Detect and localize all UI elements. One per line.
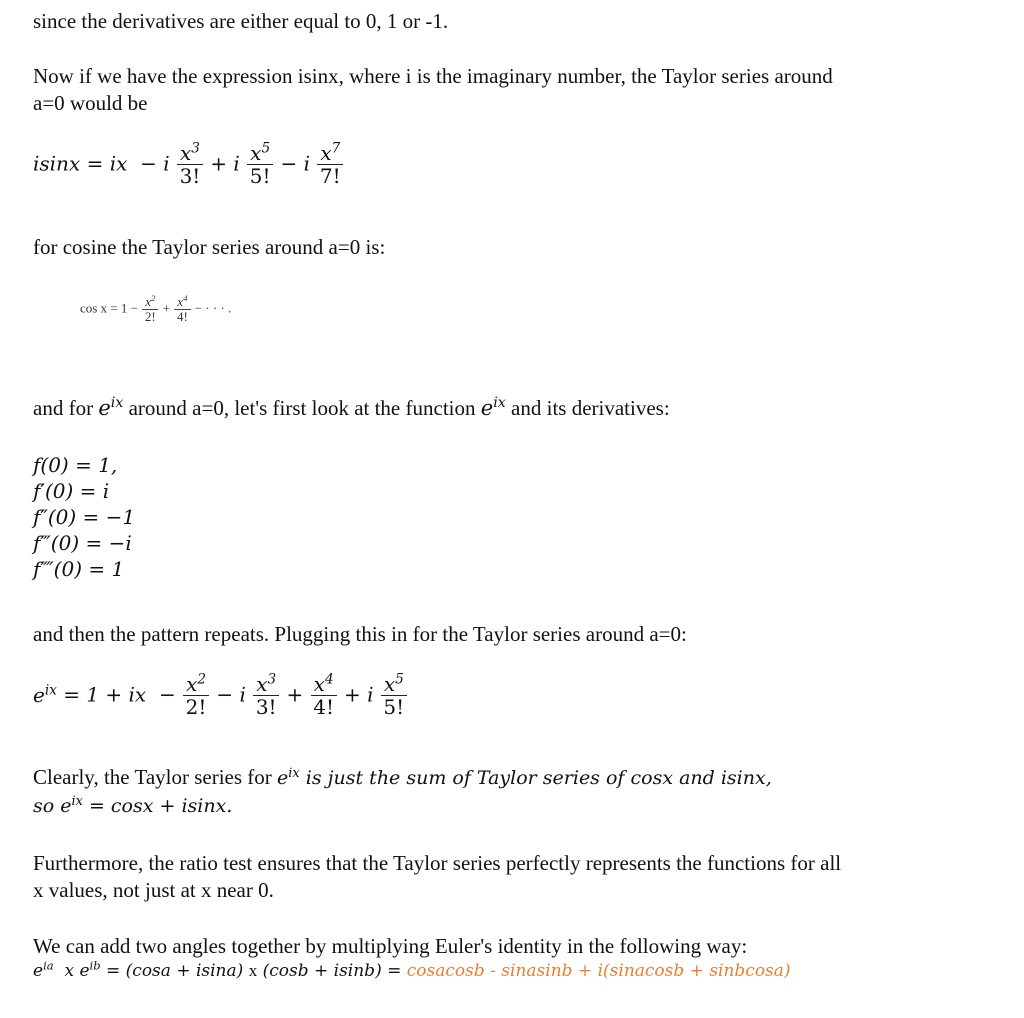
eix-op4: + i xyxy=(343,682,374,707)
isinx-equation xyxy=(33,140,344,188)
paragraph-clearly-line2 xyxy=(33,795,232,817)
e-ix-expression: $e^{ix}$ xyxy=(60,793,83,817)
derivative-f3: f‴(0) = −i xyxy=(33,531,132,555)
eix-eq: = 1 + ix xyxy=(63,682,147,707)
paragraph-isinx-intro-line1: Now if we have the expression isinx, where i is the imaginary number, the Taylor series around xyxy=(33,64,833,88)
eix-series-equation xyxy=(33,671,408,719)
text-segment: is just the sum of Taylor series of cosx and isinx, xyxy=(299,767,772,789)
eix-op3: + xyxy=(286,682,304,707)
e-ix-expression: $e^{ix}$ xyxy=(277,765,300,789)
derivative-f1: f′(0) = i xyxy=(33,479,110,503)
isinx-op1: − i xyxy=(140,151,170,176)
text-segment: and its derivatives: xyxy=(505,396,670,420)
fraction-x7-over-7: $\frac{x^7}{7!}$ xyxy=(317,143,343,187)
fraction-x2-over-2: $\frac{x^2}{2!}$ xyxy=(183,674,209,718)
isinx-lhs: isinx = xyxy=(33,151,110,176)
middle-part-b: (cosb + isinb) = xyxy=(262,961,402,981)
middle-part-a: = (cosa + isina) xyxy=(106,961,244,981)
derivative-f0: f(0) = 1, xyxy=(33,453,118,477)
isinx-op2: + i xyxy=(210,151,240,176)
text-segment: around a=0, let's first look at the function xyxy=(123,396,481,420)
cos-lhs: cos x = 1 − xyxy=(80,300,138,316)
paragraph-ratio-test-line1: Furthermore, the ratio test ensures that the Taylor series perfectly represents the functions for all xyxy=(33,851,842,875)
paragraph-add-angles: We can add two angles together by multiplying Euler's identity in the following way: xyxy=(33,934,748,958)
paragraph-derivatives-values: since the derivatives are either equal to 0, 1 or -1. xyxy=(33,9,449,33)
fraction-x3-over-3: $\frac{x^3}{3!}$ xyxy=(177,143,203,187)
eix-lhs: $e^{ix}$ xyxy=(33,682,57,707)
derivatives-list xyxy=(33,452,135,582)
fraction-x2-over-2: $\frac{x^2}{2!}$ xyxy=(142,295,158,324)
paragraph-clearly-line1 xyxy=(33,765,772,790)
text-segment: Clearly, the Taylor series for xyxy=(33,765,278,789)
eix-op1: − xyxy=(158,682,176,707)
times-symbol: x xyxy=(248,961,258,980)
derivative-f2: f″(0) = −1 xyxy=(33,505,136,529)
text-segment: = cosx + isinx. xyxy=(82,795,233,817)
isinx-op3: − i xyxy=(280,151,310,176)
fraction-x5-over-5: $\frac{x^5}{5!}$ xyxy=(247,143,273,187)
paragraph-ratio-test-line2: x values, not just at x near 0. xyxy=(33,878,274,902)
text-segment: and for xyxy=(33,396,99,420)
cos-equation xyxy=(80,295,231,324)
cos-tail: − · · · . xyxy=(194,300,232,316)
derivative-f4: f⁗(0) = 1 xyxy=(33,557,125,581)
fraction-x4-over-4: $\frac{x^4}{4!}$ xyxy=(174,295,190,324)
fraction-x5-over-5: $\frac{x^5}{5!}$ xyxy=(381,674,407,718)
angle-addition-result: cosacosb - sinasinb + i(sinacosb + sinbcosa) xyxy=(406,961,791,981)
paragraph-cosine-intro: for cosine the Taylor series around a=0 is: xyxy=(33,235,386,259)
times-symbol: x xyxy=(64,961,75,981)
cos-op: + xyxy=(162,300,171,316)
e-ix-expression: $e^{ix}$ xyxy=(98,395,124,420)
angle-addition-equation xyxy=(33,958,791,981)
e-ia: $e^{ia}$ xyxy=(33,958,54,981)
paragraph-pattern-repeats: and then the pattern repeats. Plugging this in for the Taylor series around a=0: xyxy=(33,622,687,646)
e-ix-expression: $e^{ix}$ xyxy=(480,395,506,420)
paragraph-isinx-intro-line2: a=0 would be xyxy=(33,91,148,115)
paragraph-eix-intro xyxy=(33,396,670,421)
eix-op2: − i xyxy=(216,682,246,707)
e-ib: $e^{ib}$ xyxy=(79,958,101,981)
fraction-x3-over-3: $\frac{x^3}{3!}$ xyxy=(253,674,279,718)
isinx-term1: ix xyxy=(109,151,128,176)
fraction-x4-over-4: $\frac{x^4}{4!}$ xyxy=(311,674,337,718)
text-segment: so xyxy=(33,795,61,817)
